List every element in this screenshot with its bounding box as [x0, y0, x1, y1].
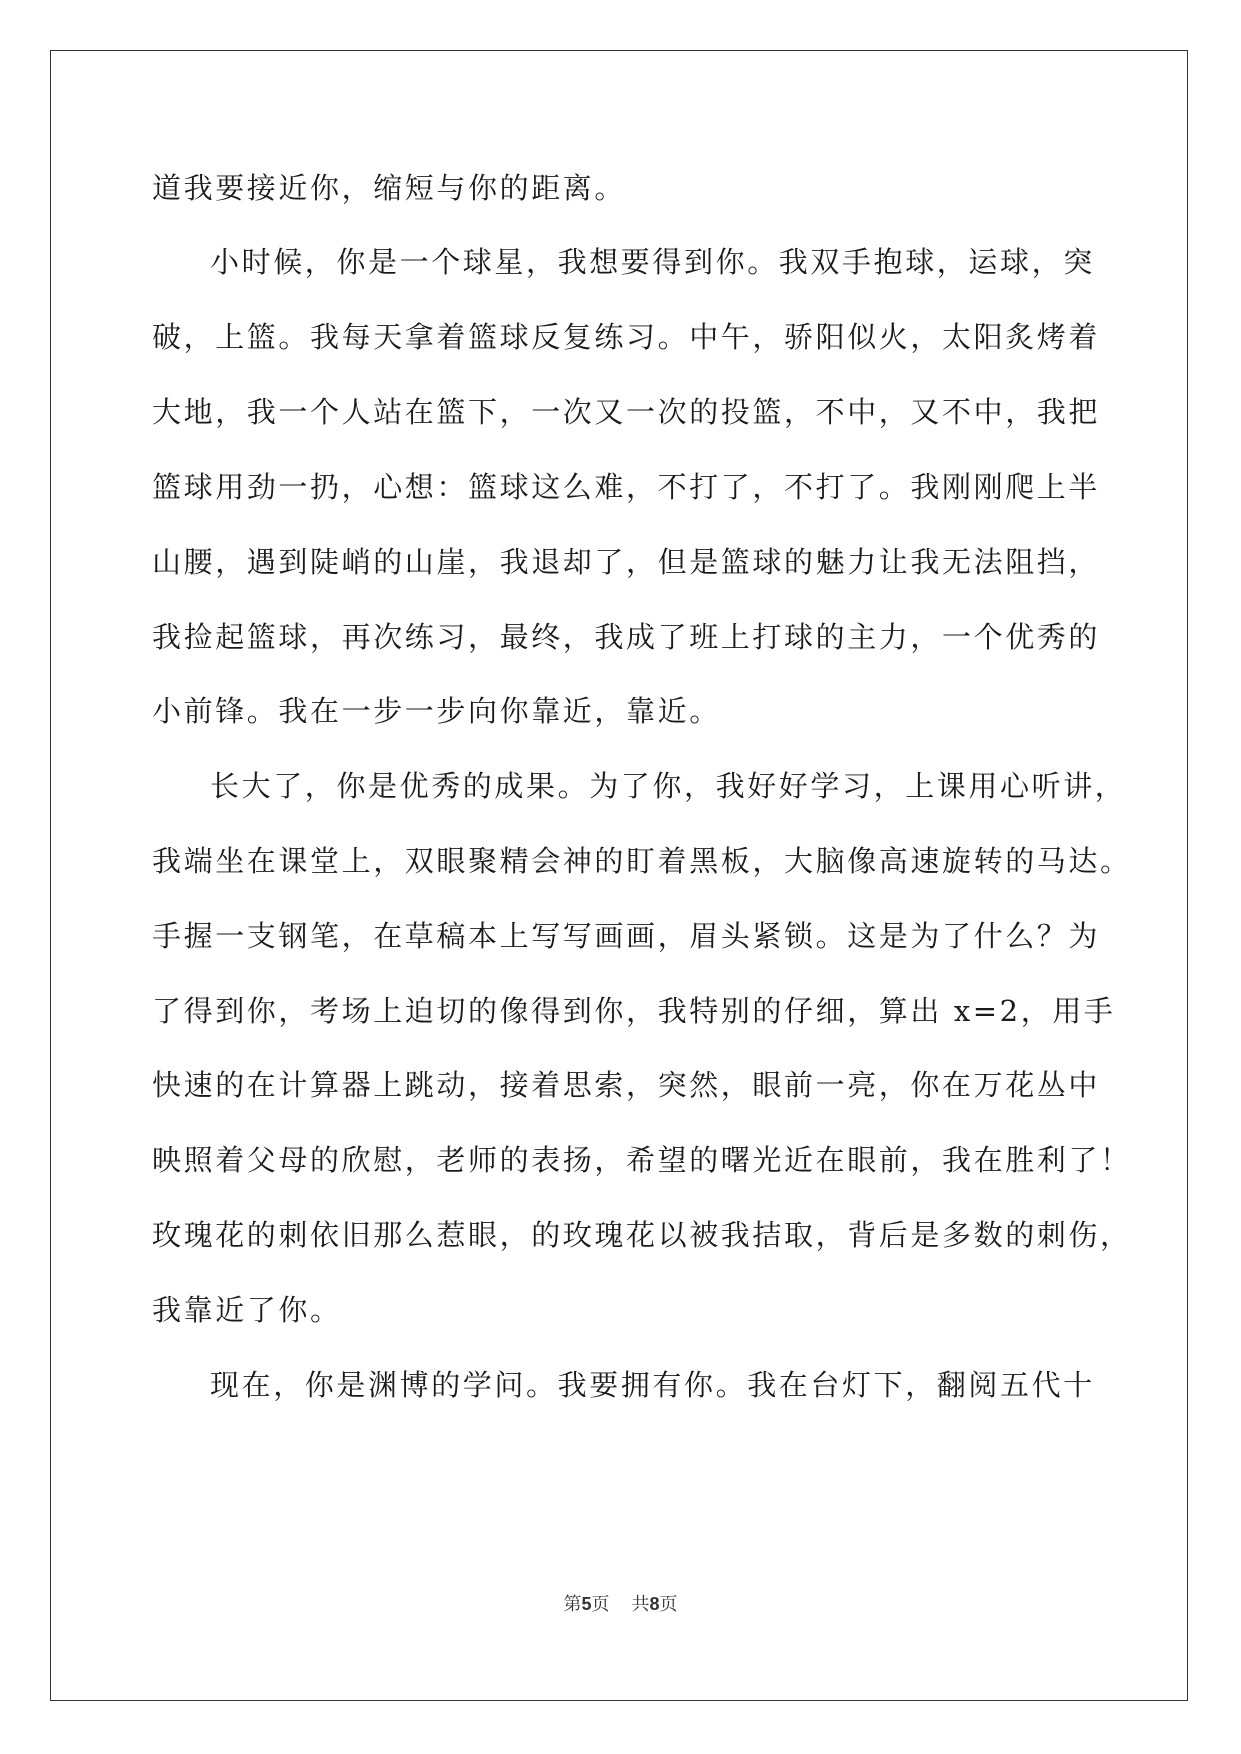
paragraph-line: 手握一支钢笔，在草稿本上写写画画，眉头紧锁。这是为了什么？为 — [152, 919, 1101, 953]
page-number-current: 5 — [581, 1594, 592, 1614]
paragraph-line: 快速的在计算器上跳动，接着思索，突然，眼前一亮，你在万花丛中 — [152, 1068, 1101, 1102]
page-suffix: 页 — [591, 1594, 610, 1615]
paragraph-line: 长大了，你是优秀的成果。为了你，我好好学习，上课用心听讲， — [210, 769, 1127, 803]
total-suffix: 页 — [659, 1594, 678, 1615]
paragraph-line: 玫瑰花的刺依旧那么惹眼，的玫瑰花以被我拮取，背后是多数的刺伤， — [152, 1218, 1132, 1252]
paragraph-line: 篮球用劲一扔，心想：篮球这么难，不打了，不打了。我刚刚爬上半 — [152, 470, 1101, 504]
paragraph-line: 我捡起篮球，再次练习，最终，我成了班上打球的主力，一个优秀的 — [152, 620, 1101, 654]
paragraph-line: 我靠近了你。 — [152, 1293, 342, 1327]
paragraph-line: 道我要接近你，缩短与你的距离。 — [152, 171, 627, 205]
page-prefix: 第 — [563, 1594, 582, 1615]
paragraph-line: 小前锋。我在一步一步向你靠近，靠近。 — [152, 694, 721, 728]
paragraph-line: 了得到你，考场上迫切的像得到你，我特别的仔细，算出 x=2，用手 — [152, 994, 1116, 1028]
paragraph-line: 映照着父母的欣慰，老师的表扬，希望的曙光近在眼前，我在胜利了！ — [152, 1143, 1132, 1177]
paragraph-line: 我端坐在课堂上，双眼聚精会神的盯着黑板，大脑像高速旋转的马达。 — [152, 844, 1132, 878]
paragraph-line: 破，上篮。我每天拿着篮球反复练习。中午，骄阳似火，太阳炙烤着 — [152, 320, 1101, 354]
paragraph-line: 山腰，遇到陡峭的山崖，我退却了，但是篮球的魅力让我无法阻挡， — [152, 545, 1101, 579]
paragraph-line: 大地，我一个人站在篮下，一次又一次的投篮，不中，又不中，我把 — [152, 395, 1101, 429]
paragraph-line: 小时候，你是一个球星，我想要得到你。我双手抱球，运球，突 — [210, 245, 1095, 279]
page-number-total: 8 — [649, 1594, 660, 1614]
page-footer — [0, 1592, 1241, 1617]
total-prefix: 共 — [631, 1594, 650, 1615]
paragraph-line: 现在，你是渊博的学问。我要拥有你。我在台灯下，翻阅五代十 — [210, 1368, 1095, 1402]
